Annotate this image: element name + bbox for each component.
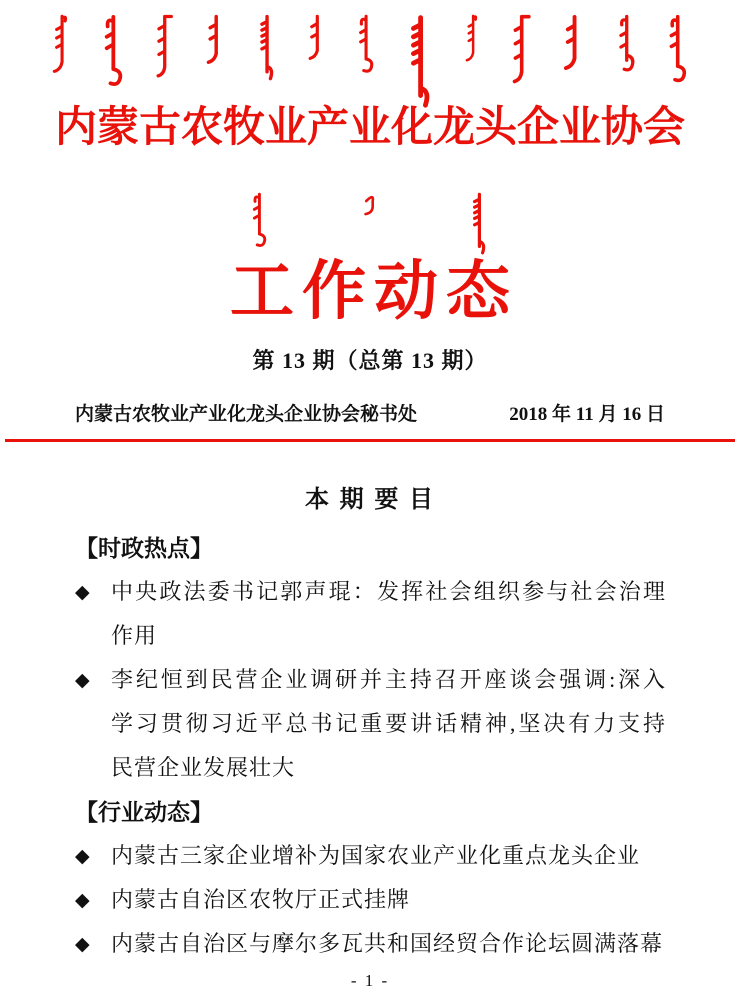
mongolian-word-icon [356,14,376,76]
toc-item [75,834,665,878]
toc-item-text [111,922,665,966]
mongolian-word-icon [510,14,533,86]
divider-rule [5,439,735,442]
mongolian-word-icon [250,192,269,250]
item-line: 民营企业发展壮大 [111,755,296,780]
section-title-industry: 【行业动态】 [75,799,213,825]
mongolian-script-row-top [0,0,740,96]
diamond-bullet-icon: ◆ [75,669,90,691]
bulletin-title: 工作动态 [230,256,518,327]
mongolian-script-row-subtitle [0,192,740,250]
diamond-bullet-icon: ◆ [75,933,90,955]
mongolian-word-icon [256,14,278,82]
mongolian-word-icon [616,14,637,80]
mongolian-word-icon [405,14,436,110]
table-of-contents [0,484,740,966]
mongolian-word-icon [361,192,378,218]
publisher-name: 内蒙古农牧业产业化龙头企业协会秘书处 [75,404,418,425]
org-title: 内蒙古农牧业产业化龙头企业协会 [54,105,685,151]
mongolian-word-icon [52,14,72,76]
mongolian-word-icon [205,14,227,64]
page-number: - 1 - [350,971,390,990]
diamond-bullet-icon: ◆ [75,845,90,867]
issue-number: 第 13 期（总第 13 期） [252,348,488,373]
mongolian-word-icon [101,14,126,90]
item-line: 内蒙古三家企业增补为国家农业产业化重点龙头企业 [111,843,641,868]
diamond-bullet-icon: ◆ [75,889,90,911]
mongolian-word-icon [562,14,587,70]
toc-heading: 本 期 要 目 [304,486,435,513]
mongolian-word-icon [465,14,481,64]
publish-date: 2018 年 11 月 16 日 [509,404,665,425]
item-line: 内蒙古自治区与摩尔多瓦共和国经贸合作论坛圆满落幕 [111,931,664,956]
toc-item [75,878,665,922]
item-line: 李纪恒到民营企业调研并主持召开座谈会强调:深入 [111,667,665,692]
item-line: 学习贯彻习近平总书记重要讲话精神,坚决有力支持 [111,711,665,736]
item-line: 作用 [111,623,158,648]
mongolian-word-icon [469,192,490,256]
toc-item-text [111,658,665,790]
mongolian-word-icon [666,14,689,86]
section-title-politics: 【时政热点】 [75,535,213,561]
diamond-bullet-icon: ◆ [75,581,90,603]
mongolian-word-icon [154,14,175,80]
item-line: 内蒙古自治区农牧厅正式挂牌 [111,887,411,912]
toc-item-text [111,878,665,922]
toc-item [75,570,665,658]
mongolian-word-icon [307,14,328,60]
item-line: 中央政法委书记郭声琨：发挥社会组织参与社会治理 [111,579,665,604]
toc-item-text [111,570,665,658]
toc-item [75,922,665,966]
toc-item-text [111,834,665,878]
toc-item [75,658,665,790]
publisher-row [0,402,740,428]
